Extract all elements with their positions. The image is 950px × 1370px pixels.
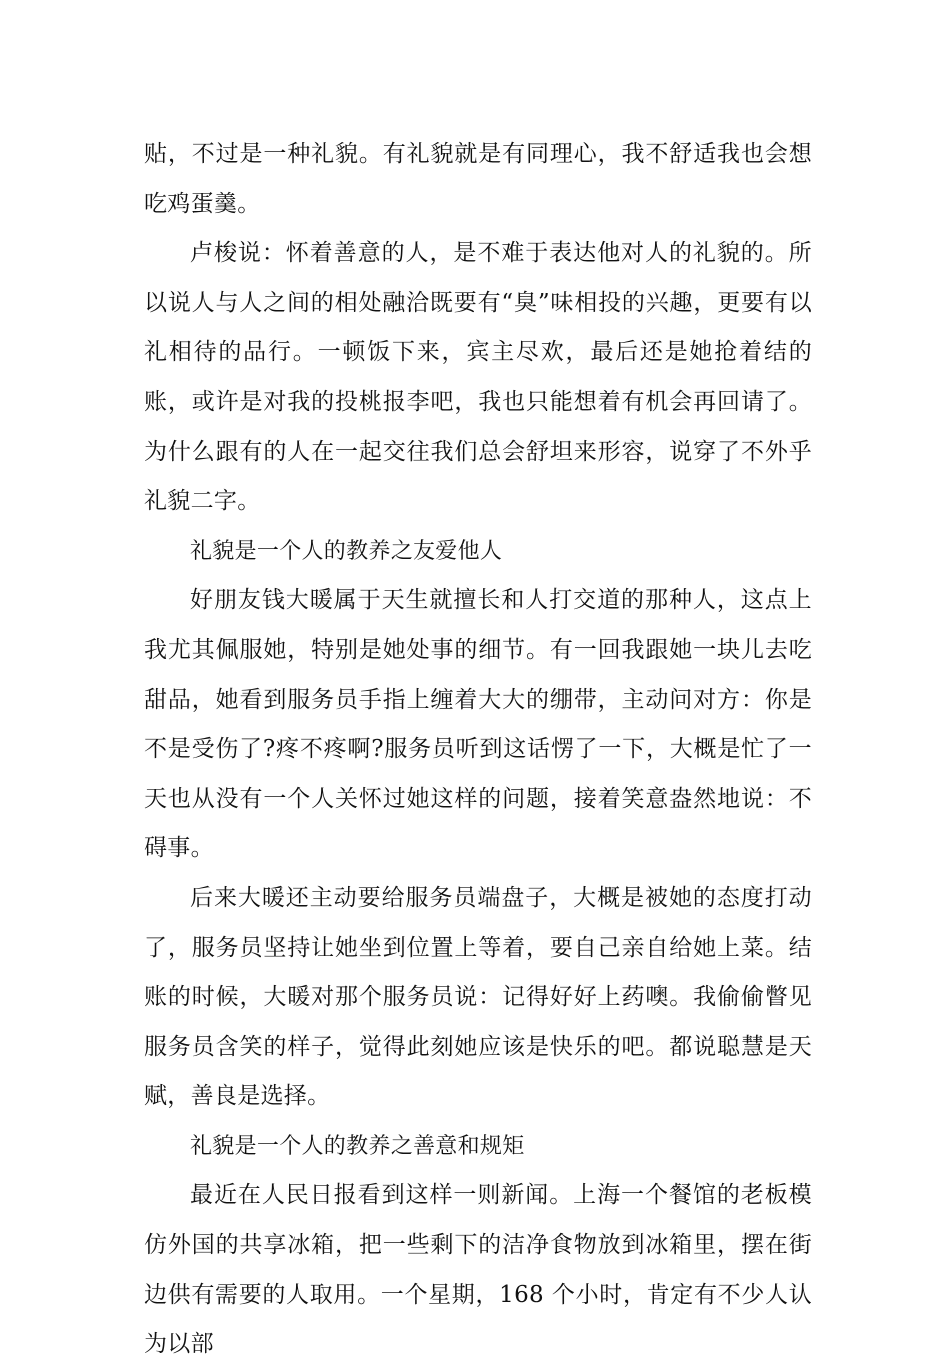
paragraph-news-story: 最近在人民日报看到这样一则新闻。上海一个餐馆的老板模仿外国的共享冰箱，把一些剩下的洁净食物放到冰箱里，摆在街边供有需要的人取用。一个星期，168 个小时，肯定有不少人认为以部 [144,1182,812,1358]
paragraph-friend-story: 好朋友钱大暖属于天生就擅长和人打交道的那种人，这点上我尤其佩服她，特别是她处事的细节。有一回我跟她一块儿去吃甜品，她看到服务员手指上缠着大大的绷带，主动问对方：你是不是受伤了?疼不疼啊?服务员听到这话愣了一下，大概是忙了一天也从没有一个人关怀过她这样的问题，接着笑意盎然地说：不碍事。 [144,587,812,862]
section-heading-goodwill: 礼貌是一个人的教养之善意和规矩 [190,1133,525,1159]
paragraph-continuation: 贴，不过是一种礼貌。有礼貌就是有同理心，我不舒适我也会想吃鸡蛋羹。 [144,141,812,217]
section-heading-caring: 礼貌是一个人的教养之友爱他人 [190,538,503,564]
article-body [144,130,812,1370]
paragraph-waiter-story: 后来大暖还主动要给服务员端盘子，大概是被她的态度打动了，服务员坚持让她坐到位置上等着，要自己亲自给她上菜。结账的时候，大暖对那个服务员说：记得好好上药噢。我偷偷瞥见服务员含笑的样子，觉得此刻她应该是快乐的吧。都说聪慧是天赋，善良是选择。 [144,884,812,1110]
paragraph-rousseau-quote: 卢梭说：怀着善意的人，是不难于表达他对人的礼貌的。所以说人与人之间的相处融洽既要有“臭”味相投的兴趣，更要有以礼相待的品行。一顿饭下来，宾主尽欢，最后还是她抢着结的账，或许是对我的投桃报李吧，我也只能想着有机会再回请了。为什么跟有的人在一起交往我们总会舒坦来形容，说穿了不外乎礼貌二字。 [144,240,812,515]
